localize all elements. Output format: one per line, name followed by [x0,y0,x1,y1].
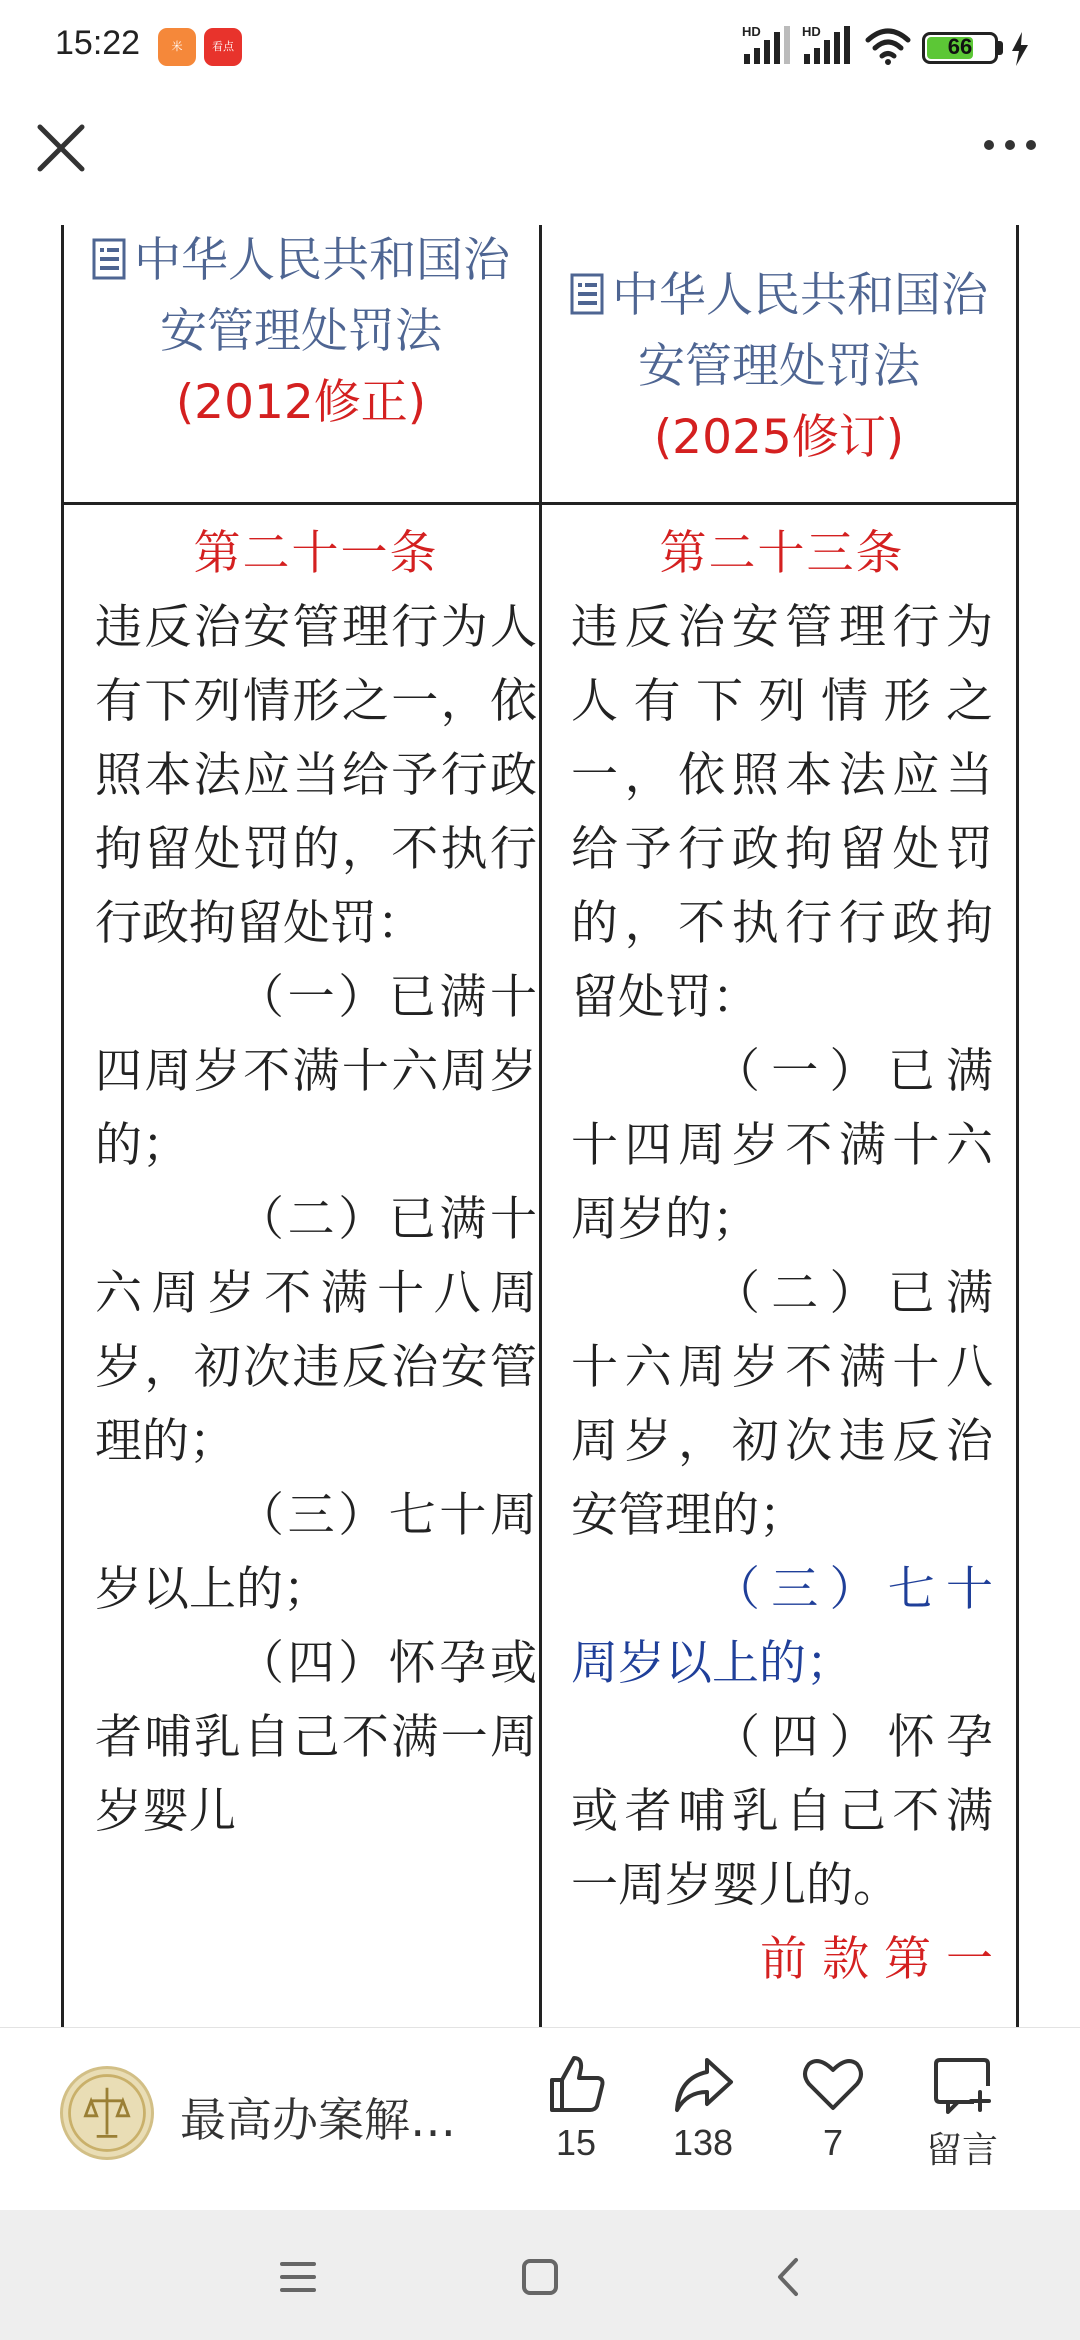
menu-icon[interactable] [258,2242,338,2312]
back-icon[interactable] [750,2242,830,2312]
signal-icon [740,24,796,66]
share-count: 138 [672,2122,734,2163]
favorite-button[interactable] [773,2052,893,2164]
table-border [61,225,64,2027]
top-toolbar [0,95,1080,225]
right-item-2: （二）已满十六周岁不满十八周岁，初次违反治安管理的； [571,1266,993,1543]
left-item-3: （三）七十周岁以上的； [95,1488,537,1617]
right-article-intro: 违反治安管理行为人有下列情形之一，依照本法应当给予行政拘留处罚的，不执行行政拘留处罚： [571,600,993,1025]
status-time: 15:22 [55,24,141,62]
left-item-2: （二）已满十六周岁不满十八周岁，初次违反治安管理的； [95,1192,537,1469]
right-law-version: (2025修订) [653,410,905,465]
right-item-4: （四）怀孕或者哺乳自己不满一周岁婴儿的。 [571,1710,993,1913]
favorite-count: 7 [822,2122,844,2163]
left-header-cell[interactable] [81,225,521,438]
right-header-cell[interactable] [559,260,999,473]
home-icon[interactable] [500,2242,580,2312]
signal-hd-label: HD [802,24,821,39]
article-content[interactable] [0,225,1080,2027]
signal-hd-label: HD [742,24,761,39]
left-law-title[interactable]: 中华人民共和国治安管理处罚法 [92,233,510,359]
right-law-title[interactable]: 中华人民共和国治安管理处罚法 [570,268,988,394]
notification-app-icon: 看点 [204,28,242,66]
battery-percent: 66 [947,34,973,59]
author-name[interactable]: 最高办案解… [180,2093,456,2147]
comment-icon [930,2052,994,2116]
right-column [571,517,993,1997]
thumbs-up-icon [544,2052,608,2116]
more-icon[interactable] [975,120,1045,170]
document-icon [92,238,126,280]
share-icon [671,2052,735,2116]
right-item-3: （三）七十周岁以上的； [571,1562,993,1691]
table-divider [61,502,1019,505]
right-article-title: 第二十三条 [659,526,905,581]
document-icon [570,273,604,315]
bottom-action-bar [0,2027,1080,2210]
like-count: 15 [555,2122,597,2163]
author-avatar[interactable] [60,2066,154,2160]
left-article-title: 第二十一条 [193,526,439,581]
table-border [539,225,542,2027]
right-item-tail: 前 款 第 一 [760,1932,993,1987]
battery-cap [998,41,1003,55]
left-column [95,517,537,1849]
left-item-4: （四）怀孕或者哺乳自己不满一周岁婴儿 [95,1636,537,1839]
comment-label: 留言 [925,2129,998,2170]
battery-icon [922,32,998,64]
status-bar [0,0,1080,95]
table-border [1016,225,1019,2027]
like-button[interactable] [516,2052,636,2164]
left-article-intro: 违反治安管理行为人有下列情形之一，依照本法应当给予行政拘留处罚的，不执行行政拘留处罚： [95,600,537,951]
right-item-1: （一）已满十四周岁不满十六周岁的； [571,1044,993,1247]
signal-icon [800,24,856,66]
close-icon[interactable] [30,117,92,179]
notification-app-icon: 米 [158,28,196,66]
system-navigation-bar [0,2210,1080,2340]
left-law-version: (2012修正) [175,375,427,430]
charging-icon [1010,32,1030,66]
left-item-1: （一）已满十四周岁不满十六周岁的； [95,970,537,1173]
wifi-icon [864,26,912,66]
heart-icon [801,2052,865,2116]
comment-button[interactable] [902,2052,1022,2173]
share-button[interactable] [643,2052,763,2164]
status-icons [740,24,1030,74]
